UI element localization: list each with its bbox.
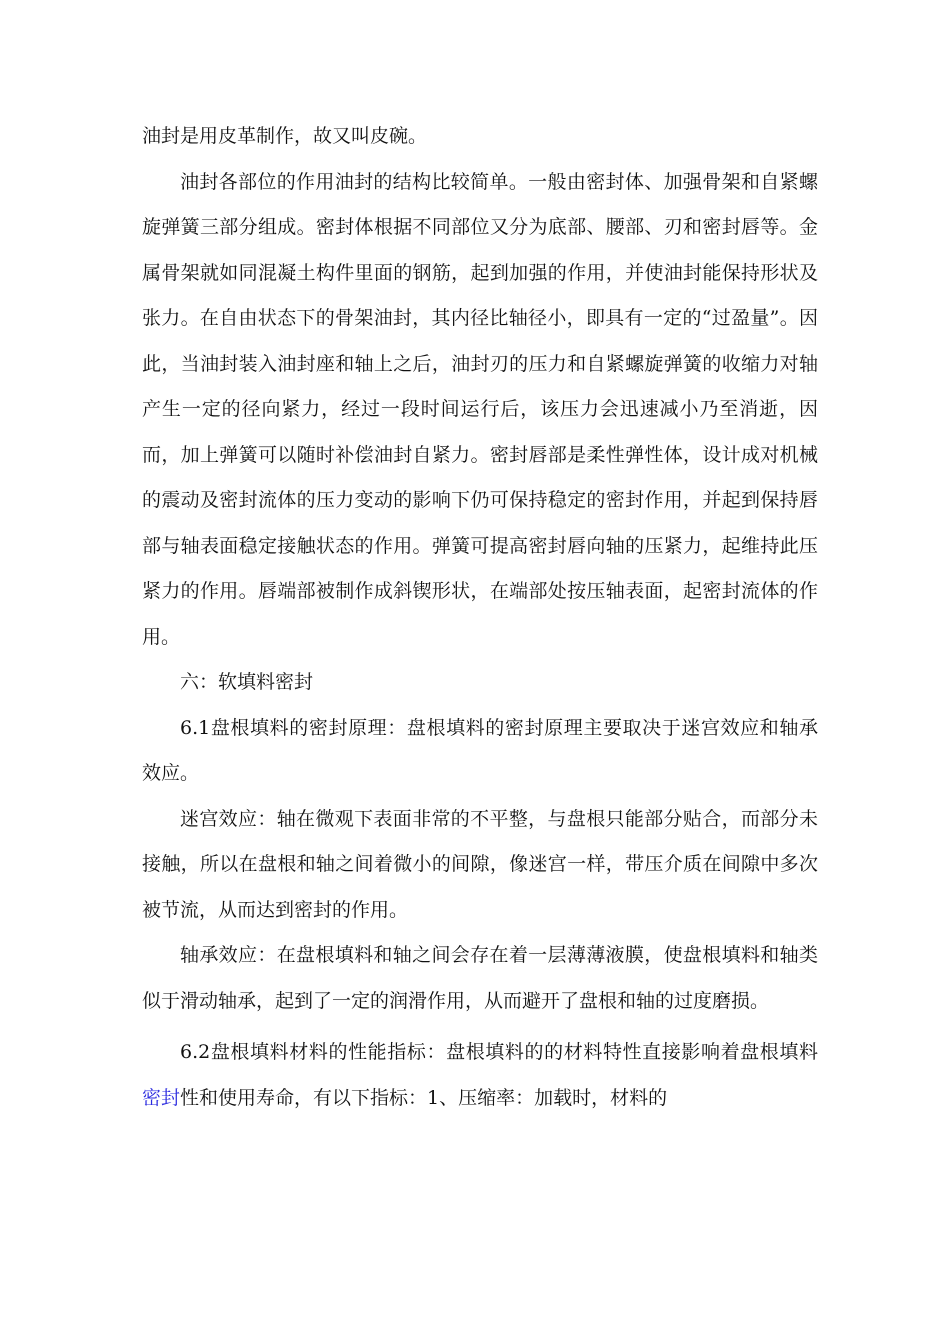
paragraph-text-before-link: 6.2盘根填料材料的性能指标：盘根填料的的材料特性直接影响着盘根填料 [180,1041,818,1063]
document-page [142,114,818,1121]
paragraph-packing-principle: 6.1盘根填料的密封原理：盘根填料的密封原理主要取决于迷宫效应和轴承效应。 [142,716,818,784]
paragraph-oil-seal-material: 油封是用皮革制作，故又叫皮碗。 [142,125,428,147]
seal-link[interactable]: 密封 [142,1086,181,1109]
paragraph-labyrinth-effect: 迷宫效应：轴在微观下表面非常的不平整，与盘根只能部分贴合，而部分未接触，所以在盘根和轴之间着微小的间隙，像迷宫一样，带压介质在间隙中多次被节流，从而达到密封的作用。 [142,807,818,921]
paragraph-oil-seal-structure: 油封各部位的作用油封的结构比较简单。一般由密封体、加强骨架和自紧螺旋弹簧三部分组成。密封体根据不同部位又分为底部、腰部、刃和密封唇等。金属骨架就如同混凝土构件里面的钢筋，起到加强的作用，并使油封能保持形状及张力。在自由状态下的骨架油封，其内径比轴径小，即具有一定的“过盈量”。因此，当油封装入油封座和轴上之后，油封刃的压力和自紧螺旋弹簧的收缩力对轴产生一定的径向紧力，经过一段时间运行后，该压力会迅速减小乃至消逝，因而，加上弹簧可以随时补偿油封自紧力。密封唇部是柔性弹性体，设计成对机械的震动及密封流体的压力变动的影响下仍可保持稳定的密封作用，并起到保持唇部与轴表面稳定接触状态的作用。弹簧可提高密封唇向轴的压紧力，起维持此压紧力的作用。唇端部被制作成斜锲形状，在端部处按压轴表面，起密封流体的作用。 [142,170,818,648]
paragraph-text-after-link: 性和使用寿命，有以下指标：1、压缩率：加载时，材料的 [180,1086,668,1109]
paragraph-bearing-effect: 轴承效应：在盘根填料和轴之间会存在着一层薄薄液膜，使盘根填料和轴类似于滑动轴承，起到了一定的润滑作用，从而避开了盘根和轴的过度磨损。 [142,944,818,1012]
section-heading-soft-packing: 六：软填料密封 [180,671,314,693]
paragraph-packing-performance [142,1030,818,1121]
